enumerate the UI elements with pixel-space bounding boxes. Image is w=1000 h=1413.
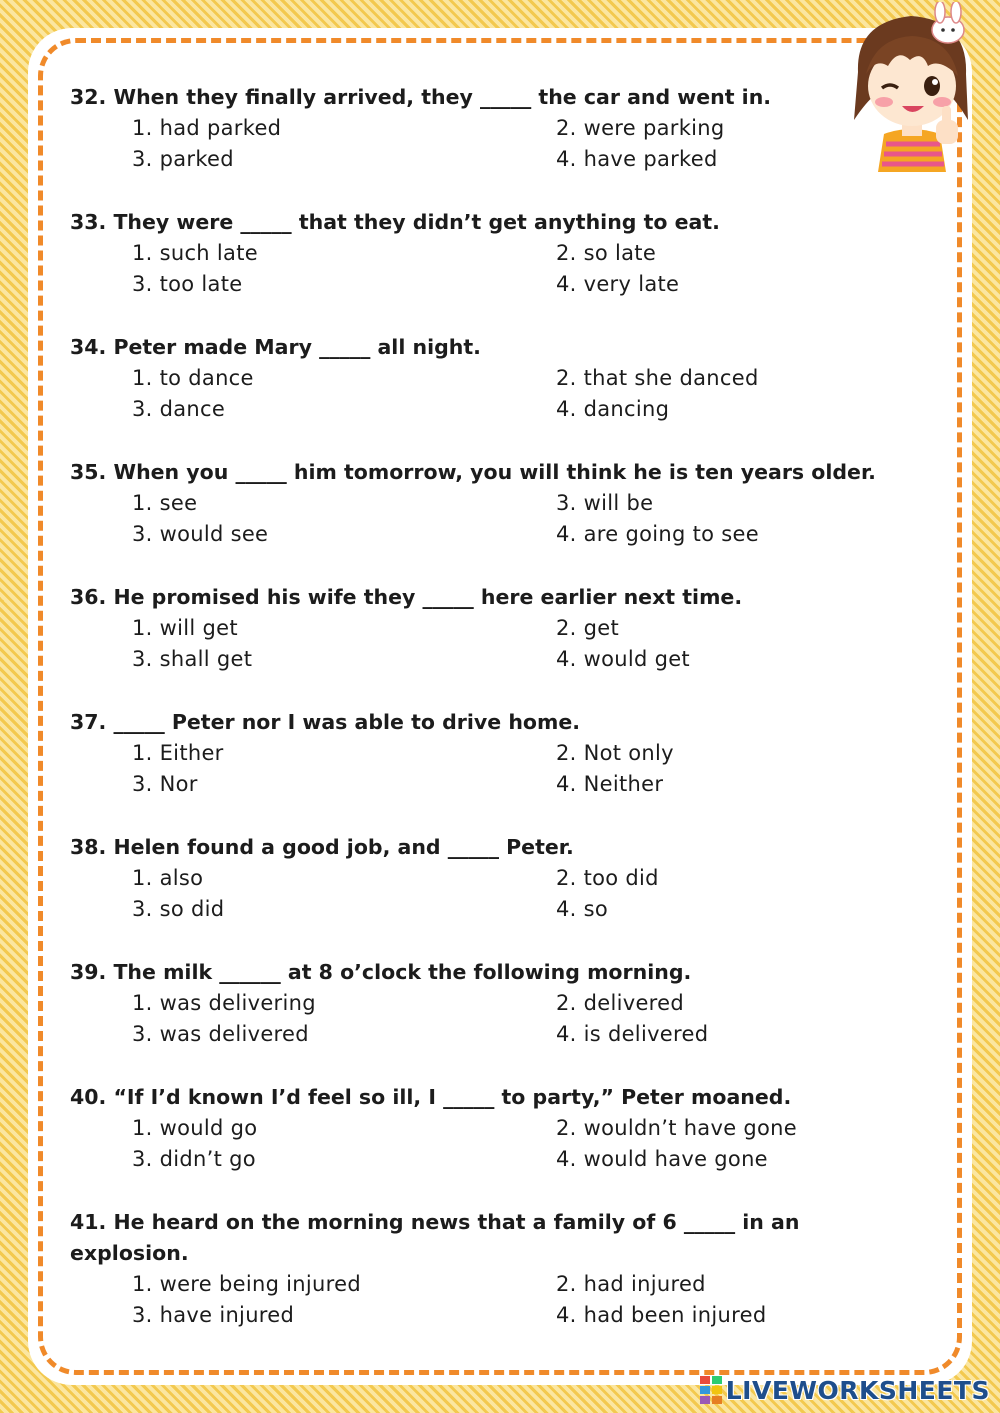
question-stem: 35. When you _____ him tomorrow, you will think he is ten years older. xyxy=(70,460,876,484)
liveworksheets-logo-icon xyxy=(700,1376,722,1404)
option-3[interactable]: 3. dance xyxy=(132,397,226,421)
option-2[interactable]: 2. delivered xyxy=(556,991,685,1015)
option-3[interactable]: 3. parked xyxy=(132,147,234,171)
answer-options xyxy=(70,738,890,800)
option-3[interactable]: 3. have injured xyxy=(132,1303,295,1327)
question-stem: 41. He heard on the morning news that a family of 6 _____ in an explosion. xyxy=(70,1210,800,1265)
option-4[interactable]: 4. have parked xyxy=(556,147,718,171)
question-36 xyxy=(70,582,890,707)
question-stem: 37. _____ Peter nor I was able to drive home. xyxy=(70,710,581,734)
liveworksheets-brand[interactable] xyxy=(700,1373,990,1407)
option-2[interactable]: 2. were parking xyxy=(556,116,725,140)
option-3[interactable]: 3. Nor xyxy=(132,772,198,796)
option-1[interactable]: 1. such late xyxy=(132,241,258,265)
option-1[interactable]: 1. had parked xyxy=(132,116,282,140)
option-1[interactable]: 1. Either xyxy=(132,741,224,765)
question-33 xyxy=(70,207,890,332)
question-stem: 34. Peter made Mary _____ all night. xyxy=(70,335,481,359)
option-4[interactable]: 4. so xyxy=(556,897,609,921)
option-2[interactable]: 2. that she danced xyxy=(556,366,759,390)
option-2[interactable]: 2. so late xyxy=(556,241,657,265)
option-3[interactable]: 3. shall get xyxy=(132,647,253,671)
option-1[interactable]: 1. would go xyxy=(132,1116,258,1140)
answer-options xyxy=(70,238,890,300)
answer-options xyxy=(70,1113,890,1175)
question-34 xyxy=(70,332,890,457)
question-37 xyxy=(70,707,890,832)
answer-options xyxy=(70,363,890,425)
option-1[interactable]: 1. see xyxy=(132,491,198,515)
option-4[interactable]: 4. would get xyxy=(556,647,690,671)
option-3[interactable]: 3. too late xyxy=(132,272,243,296)
question-41 xyxy=(70,1207,890,1332)
option-2[interactable]: 2. had injured xyxy=(556,1272,706,1296)
question-32 xyxy=(70,82,890,207)
option-2[interactable]: 3. will be xyxy=(556,491,654,515)
question-stem: 40. “If I’d known I’d feel so ill, I _____ to party,” Peter moaned. xyxy=(70,1085,792,1109)
option-3[interactable]: 3. would see xyxy=(132,522,269,546)
question-list xyxy=(70,82,890,1332)
answer-options xyxy=(70,488,890,550)
answer-options xyxy=(70,863,890,925)
option-1[interactable]: 1. was delivering xyxy=(132,991,316,1015)
question-stem: 32. When they finally arrived, they _____ the car and went in. xyxy=(70,85,772,109)
option-4[interactable]: 4. had been injured xyxy=(556,1303,767,1327)
question-stem: 38. Helen found a good job, and _____ Peter. xyxy=(70,835,574,859)
question-38 xyxy=(70,832,890,957)
option-4[interactable]: 4. would have gone xyxy=(556,1147,768,1171)
question-stem: 39. The milk ______ at 8 o’clock the following morning. xyxy=(70,960,692,984)
question-stem: 36. He promised his wife they _____ here earlier next time. xyxy=(70,585,743,609)
option-3[interactable]: 3. was delivered xyxy=(132,1022,309,1046)
brand-text: LIVEWORKSHEETS xyxy=(725,1375,990,1405)
option-3[interactable]: 3. didn’t go xyxy=(132,1147,256,1171)
option-1[interactable]: 1. will get xyxy=(132,616,238,640)
question-40 xyxy=(70,1082,890,1207)
option-2[interactable]: 2. Not only xyxy=(556,741,674,765)
option-4[interactable]: 4. are going to see xyxy=(556,522,759,546)
option-1[interactable]: 1. to dance xyxy=(132,366,254,390)
option-3[interactable]: 3. so did xyxy=(132,897,225,921)
answer-options xyxy=(70,988,890,1050)
question-39 xyxy=(70,957,890,1082)
option-1[interactable]: 1. also xyxy=(132,866,204,890)
option-2[interactable]: 2. too did xyxy=(556,866,659,890)
option-2[interactable]: 2. get xyxy=(556,616,619,640)
option-4[interactable]: 4. very late xyxy=(556,272,680,296)
option-4[interactable]: 4. Neither xyxy=(556,772,664,796)
question-35 xyxy=(70,457,890,582)
answer-options xyxy=(70,1269,890,1331)
answer-options xyxy=(70,113,890,175)
option-4[interactable]: 4. is delivered xyxy=(556,1022,709,1046)
answer-options xyxy=(70,613,890,675)
option-1[interactable]: 1. were being injured xyxy=(132,1272,361,1296)
question-stem: 33. They were _____ that they didn’t get anything to eat. xyxy=(70,210,720,234)
option-4[interactable]: 4. dancing xyxy=(556,397,670,421)
option-2[interactable]: 2. wouldn’t have gone xyxy=(556,1116,798,1140)
